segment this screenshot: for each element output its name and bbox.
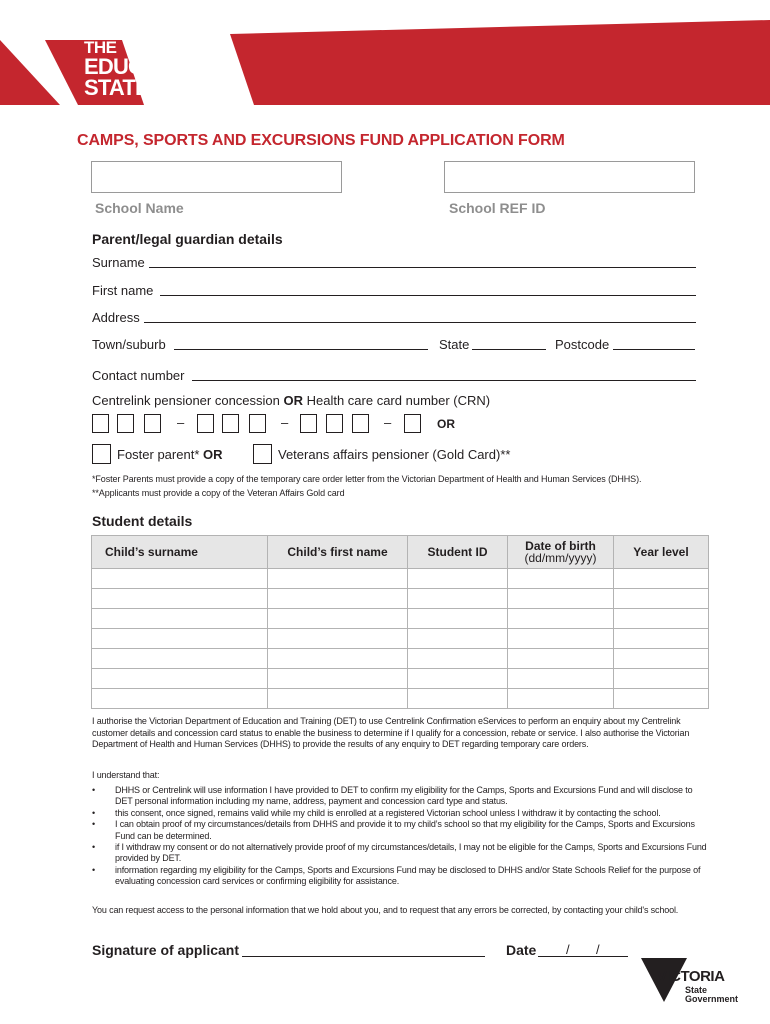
table-cell[interactable] (92, 589, 268, 609)
table-cell[interactable] (268, 689, 408, 709)
table-cell[interactable] (614, 689, 709, 709)
first-name-field[interactable] (160, 295, 696, 296)
school-name-label: School Name (95, 200, 184, 216)
crn-or-label: OR (437, 417, 455, 431)
date-label: Date (506, 942, 537, 958)
table-row (92, 649, 709, 669)
table-cell[interactable] (92, 609, 268, 629)
col-student-id: Student ID (408, 536, 508, 569)
foster-parent-label (117, 447, 223, 462)
bullet-dot: • (92, 864, 96, 875)
school-name-input[interactable] (91, 161, 342, 193)
table-cell[interactable] (268, 649, 408, 669)
contact-number-label: Contact number (92, 368, 185, 383)
table-cell[interactable] (268, 629, 408, 649)
table-cell[interactable] (408, 649, 508, 669)
table-cell[interactable] (268, 589, 408, 609)
crn-digit-box[interactable] (300, 414, 317, 433)
address-label: Address (92, 310, 140, 325)
table-cell[interactable] (508, 649, 614, 669)
table-cell[interactable] (614, 609, 709, 629)
student-details-heading: Student details (92, 513, 193, 529)
table-cell[interactable] (92, 629, 268, 649)
crn-digit-box[interactable] (222, 414, 239, 433)
address-field[interactable] (144, 322, 696, 323)
victoria-state-text: State (685, 985, 708, 995)
school-ref-id-input[interactable] (444, 161, 695, 193)
crn-dash: – (177, 415, 185, 430)
crn-digit-box[interactable] (326, 414, 343, 433)
table-cell[interactable] (508, 669, 614, 689)
dob-header: Date of birth (525, 539, 596, 553)
list-item (92, 785, 707, 808)
postcode-label: Postcode (555, 337, 610, 352)
crn-dash: – (281, 415, 289, 430)
veterans-checkbox[interactable] (253, 444, 272, 464)
veterans-note: **Applicants must provide a copy of the Veteran Affairs Gold card (92, 488, 345, 498)
school-ref-id-label: School REF ID (449, 200, 546, 216)
table-cell[interactable] (92, 689, 268, 709)
table-cell[interactable] (408, 569, 508, 589)
date-slash: / (596, 942, 600, 957)
table-cell[interactable] (268, 669, 408, 689)
foster-or: OR (203, 447, 223, 462)
form-title: CAMPS, SPORTS AND EXCURSIONS FUND APPLICATION FORM (77, 132, 565, 149)
logo-line-3: STATE (84, 75, 149, 100)
table-row (92, 569, 709, 589)
table-cell[interactable] (408, 589, 508, 609)
consent-bullet-list (92, 785, 707, 888)
table-cell[interactable] (92, 669, 268, 689)
table-cell[interactable] (508, 629, 614, 649)
bullet-dot: • (92, 819, 96, 830)
surname-field[interactable] (149, 267, 696, 268)
logo-line-2: EDUCATION (84, 54, 206, 79)
col-year-level: Year level (614, 536, 709, 569)
table-cell[interactable] (408, 609, 508, 629)
table-cell[interactable] (408, 669, 508, 689)
postcode-field[interactable] (613, 349, 695, 350)
first-name-label: First name (92, 283, 154, 298)
victoria-government-text: Government (685, 994, 739, 1004)
crn-label (92, 393, 490, 408)
crn-label-or: OR (283, 393, 303, 408)
table-cell[interactable] (408, 689, 508, 709)
dob-format: (dd/mm/yyyy) (524, 551, 597, 565)
foster-parent-text: Foster parent* (117, 447, 203, 462)
crn-digit-box[interactable] (92, 414, 109, 433)
crn-digit-box[interactable] (117, 414, 134, 433)
bullet-text: if I withdraw my consent or do not alternatively provide proof of my circumstances/details, I may not be eligible for the Camps, Sports and Excursions Fund provided by DET. (115, 842, 707, 864)
list-item (92, 808, 707, 819)
crn-label-pre: Centrelink pensioner concession (92, 393, 284, 408)
date-field[interactable] (538, 956, 628, 957)
signature-field[interactable] (242, 956, 485, 957)
col-childs-first-name: Child’s first name (268, 536, 408, 569)
crn-digit-box[interactable] (249, 414, 266, 433)
table-cell[interactable] (92, 569, 268, 589)
table-cell[interactable] (268, 609, 408, 629)
table-row (92, 689, 709, 709)
table-row (92, 669, 709, 689)
signature-label: Signature of applicant (92, 942, 240, 958)
bullet-text: information regarding my eligibility for the Camps, Sports and Excursions Fund may be disclosed to DHHS and/or State Schools Relief for the purpose of evaluating concession card services or confirming eligibility for assistance. (115, 864, 701, 887)
table-row (92, 589, 709, 609)
victoria-wordmark: VICTORIA (657, 968, 725, 985)
crn-digit-box[interactable] (197, 414, 214, 433)
veterans-label: Veterans affairs pensioner (Gold Card)** (278, 447, 511, 462)
table-row (92, 629, 709, 649)
crn-digit-box[interactable] (144, 414, 161, 433)
table-cell[interactable] (614, 669, 709, 689)
col-childs-surname: Child’s surname (92, 536, 268, 569)
table-cell[interactable] (614, 589, 709, 609)
crn-label-post: Health care card number (CRN) (303, 393, 491, 408)
state-label: State (439, 337, 470, 352)
town-field[interactable] (174, 349, 428, 350)
table-cell[interactable] (508, 569, 614, 589)
foster-note: *Foster Parents must provide a copy of the temporary care order letter from the Victorian Department of Health and Human Services (DHHS). (92, 474, 642, 484)
bullet-dot: • (92, 785, 96, 795)
col-date-of-birth (508, 536, 614, 569)
surname-label: Surname (92, 255, 145, 270)
table-cell[interactable] (408, 629, 508, 649)
date-slash: / (566, 942, 570, 957)
crn-digit-box[interactable] (352, 414, 369, 433)
contact-number-field[interactable] (192, 380, 696, 381)
state-field[interactable] (472, 349, 546, 350)
list-item (92, 819, 707, 842)
understand-heading: I understand that: (92, 770, 160, 780)
bullet-text: I can obtain proof of my circumstances/details from DHHS and provide it to my child’s school so that my eligibility for the Camps, Sports and Excursions Fund can be determined. (115, 819, 695, 841)
authorisation-paragraph: I authorise the Victorian Department of Education and Training (DET) to use Centrelink Confirmation eServices to perform an enquiry about my Centrelink customer details and concession card status to enable the business to determine if I qualify for a concession, rebate or service. I also authorise the Victorian Department of Health and Human Services (DHHS) to provide the results of any enquiry to DET regarding temporary care orders. (92, 716, 690, 750)
table-cell[interactable] (508, 689, 614, 709)
table-cell[interactable] (508, 609, 614, 629)
logo-line-1: THE (84, 38, 117, 57)
bullet-text: this consent, once signed, remains valid while my child is enrolled at a registered Victorian school unless I withdraw it by contacting the school. (115, 807, 661, 818)
table-cell[interactable] (614, 569, 709, 589)
access-paragraph: You can request access to the personal information that we hold about you, and to request that any errors be corrected, by contacting your child's school. (92, 905, 679, 915)
list-item (92, 842, 707, 865)
foster-parent-checkbox[interactable] (92, 444, 111, 464)
table-cell[interactable] (268, 569, 408, 589)
table-cell[interactable] (508, 589, 614, 609)
student-details-table (91, 535, 709, 709)
table-cell[interactable] (614, 629, 709, 649)
crn-letter-box[interactable] (404, 414, 421, 433)
table-cell[interactable] (614, 649, 709, 669)
parent-details-heading: Parent/legal guardian details (92, 231, 283, 247)
bullet-text: DHHS or Centrelink will use information I have provided to DET to confirm my eligibility for the Camps, Sports and Excursions Fund and will disclose to DET personal information including my name, address, payment and concession card type and status. (115, 785, 693, 807)
education-state-logo (84, 40, 206, 98)
bullet-dot: • (92, 842, 96, 853)
crn-dash: – (384, 415, 392, 430)
table-cell[interactable] (92, 649, 268, 669)
bullet-dot: • (92, 807, 96, 818)
list-item (92, 865, 707, 888)
town-label: Town/suburb (92, 337, 166, 352)
table-row (92, 609, 709, 629)
